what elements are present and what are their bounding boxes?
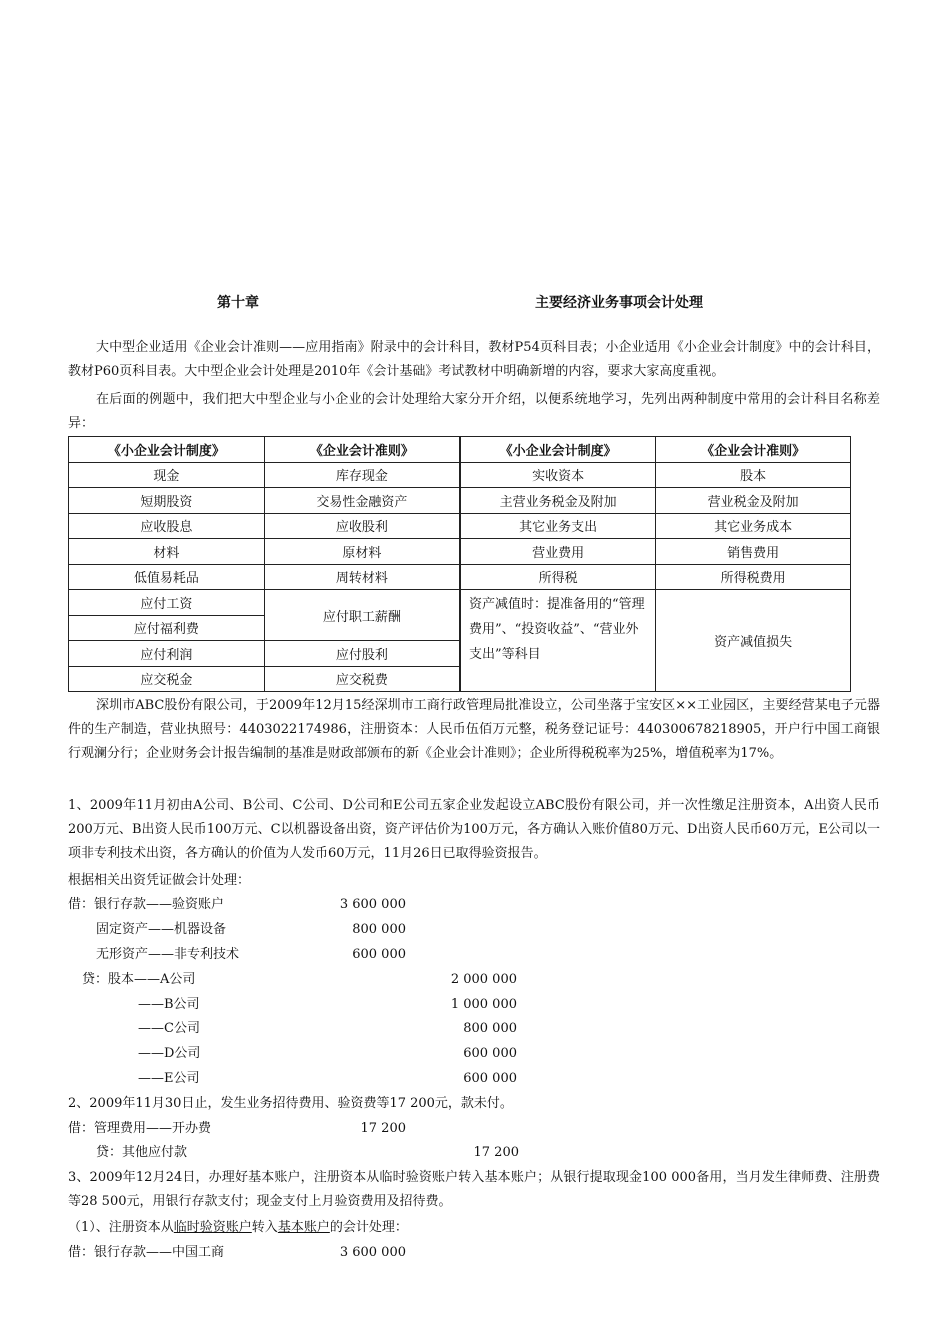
intro-paragraph-1: 大中型企业适用《企业会计准则——应用指南》附录中的会计科目，教材P54页科目表；小企业适用《小企业会计制度》中的会计科目，教材P60页科目表。大中型企业会计处理是2010年《会计基础》考试教材中明确新增的内容，要求大家高度重视。 bbox=[68, 340, 880, 379]
journal-credit-line: 贷：股本——A公司 bbox=[82, 972, 196, 987]
journal-debit-line: 无形资产——非专利技术 bbox=[96, 947, 240, 962]
table-cell: 主营业务税金及附加 bbox=[460, 488, 656, 514]
table-cell: 现金 bbox=[69, 462, 265, 488]
table-row bbox=[69, 539, 851, 565]
basic-account-text: 基本账户 bbox=[277, 1220, 330, 1235]
table-cell: 应付福利费 bbox=[69, 615, 265, 641]
table-cell: 营业税金及附加 bbox=[656, 488, 851, 514]
journal-amount: 600 000 bbox=[463, 1071, 517, 1086]
table-cell: 其它业务支出 bbox=[460, 513, 656, 539]
table-cell: 应收股利 bbox=[264, 513, 460, 539]
journal-amount: 17 200 bbox=[360, 1121, 406, 1136]
item-3-text: 3、2009年12月24日，办理好基本账户，注册资本从临时验资账户转入基本账户；从银行提取现金100 000备用，当月发生律师费、注册费等28 500元，用银行存款支付；现金支付上月验资费用及招待费。 bbox=[68, 1170, 880, 1209]
table-cell: 应付利润 bbox=[69, 641, 265, 667]
item-1-basis: 根据相关出资凭证做会计处理： bbox=[68, 873, 251, 888]
table-cell: 所得税费用 bbox=[656, 564, 851, 590]
table-cell: 库存现金 bbox=[264, 462, 460, 488]
table-cell: 短期股资 bbox=[69, 488, 265, 514]
company-paragraph: 深圳市ABC股份有限公司，于2009年12月15经深圳市工商行政管理局批准设立，公司坐落于宝安区××工业园区，主要经营某电子元器件的生产制造，营业执照号：4403022174986，注册资本：人民币伍佰万元整，税务登记证号：440300678218905，开户行中国工商银行观澜分行；企业财务会计报告编制的基准是财政部颁布的新《企业会计准则》；企业所得税税率为25%，增值税率为17%。 bbox=[68, 698, 880, 761]
header-small-2: 《小企业会计制度》 bbox=[460, 437, 656, 463]
table-cell: 材料 bbox=[69, 539, 265, 565]
chapter-title: 主要经济业务事项会计处理 bbox=[535, 295, 703, 311]
table-row bbox=[69, 590, 851, 616]
impairment-standard-cell: 资产减值损失 bbox=[656, 590, 851, 692]
journal-credit-line: ——E公司 bbox=[138, 1071, 200, 1086]
journal-credit-line: ——C公司 bbox=[138, 1021, 200, 1036]
table-cell: 营业费用 bbox=[460, 539, 656, 565]
journal-debit-line: 固定资产——机器设备 bbox=[96, 922, 227, 937]
temp-account-text: 临时验资账户 bbox=[173, 1220, 252, 1235]
header-small-1: 《小企业会计制度》 bbox=[69, 437, 265, 463]
table-cell: 周转材料 bbox=[264, 564, 460, 590]
table-row bbox=[69, 488, 851, 514]
item-2-text: 2、2009年11月30日止，发生业务招待费用、验资费等17 200元，款未付。 bbox=[68, 1096, 513, 1111]
table-row bbox=[69, 462, 851, 488]
table-cell: 应交税金 bbox=[69, 666, 265, 692]
table-row bbox=[69, 564, 851, 590]
journal-amount: 800 000 bbox=[463, 1021, 517, 1036]
journal-amount: 2 000 000 bbox=[450, 972, 517, 987]
journal-amount: 17 200 bbox=[473, 1145, 519, 1160]
header-standard-1: 《企业会计准则》 bbox=[264, 437, 460, 463]
journal-amount: 3 600 000 bbox=[339, 1245, 406, 1260]
table-cell: 实收资本 bbox=[460, 462, 656, 488]
account-comparison-table bbox=[68, 436, 851, 692]
table-cell: 低值易耗品 bbox=[69, 564, 265, 590]
table-cell: 应付工资 bbox=[69, 590, 265, 616]
journal-amount: 3 600 000 bbox=[339, 897, 406, 912]
table-row bbox=[69, 513, 851, 539]
table-cell: 原材料 bbox=[264, 539, 460, 565]
table-cell-merged: 应付职工薪酬 bbox=[264, 590, 460, 641]
header-standard-2: 《企业会计准则》 bbox=[656, 437, 851, 463]
journal-amount: 1 000 000 bbox=[450, 997, 517, 1012]
table-cell: 应付股利 bbox=[264, 641, 460, 667]
chapter-number: 第十章 bbox=[217, 295, 259, 311]
table-cell: 交易性金融资产 bbox=[264, 488, 460, 514]
journal-credit-line: ——D公司 bbox=[138, 1046, 201, 1061]
journal-amount: 600 000 bbox=[352, 947, 406, 962]
journal-amount: 600 000 bbox=[463, 1046, 517, 1061]
table-cell: 销售费用 bbox=[656, 539, 851, 565]
table-cell: 其它业务成本 bbox=[656, 513, 851, 539]
sub-1-prefix: （1）、注册资本从 bbox=[68, 1220, 174, 1235]
journal-credit-line: ——B公司 bbox=[138, 997, 200, 1012]
journal-debit-line: 借：银行存款——中国工商 bbox=[68, 1245, 225, 1260]
journal-debit-line: 借：管理费用——开办费 bbox=[68, 1121, 212, 1136]
impairment-note-cell: 资产减值时：提准备用的“管理费用”、“投资收益”、“营业外支出”等科目 bbox=[460, 590, 656, 692]
table-cell: 应收股息 bbox=[69, 513, 265, 539]
intro-paragraph-2: 在后面的例题中，我们把大中型企业与小企业的会计处理给大家分开介绍，以便系统地学习，先列出两种制度中常用的会计科目名称差异： bbox=[68, 392, 880, 431]
journal-credit-line: 贷：其他应付款 bbox=[96, 1145, 188, 1160]
table-cell: 所得税 bbox=[460, 564, 656, 590]
journal-debit-line: 借：银行存款——验资账户 bbox=[68, 897, 225, 912]
sub-1-middle: 转入 bbox=[251, 1220, 278, 1235]
table-header-row bbox=[69, 437, 851, 463]
item-3-sub-1 bbox=[68, 1216, 408, 1240]
item-1-text: 1、2009年11月初由A公司、B公司、C公司、D公司和E公司五家企业发起设立ABC股份有限公司，并一次性缴足注册资本，A出资人民币200万元、B出资人民币100万元、C以机器设备出资，资产评估价为100万元，各方确认入账价值80万元、D出资人民币60万元，E公司以一项非专利技术出资，各方确认的价值为人发币60万元，11月26日已取得验资报告。 bbox=[68, 798, 880, 861]
table-cell: 股本 bbox=[656, 462, 851, 488]
table-cell: 应交税费 bbox=[264, 666, 460, 692]
journal-amount: 800 000 bbox=[352, 922, 406, 937]
sub-1-suffix: 的会计处理： bbox=[329, 1220, 408, 1235]
